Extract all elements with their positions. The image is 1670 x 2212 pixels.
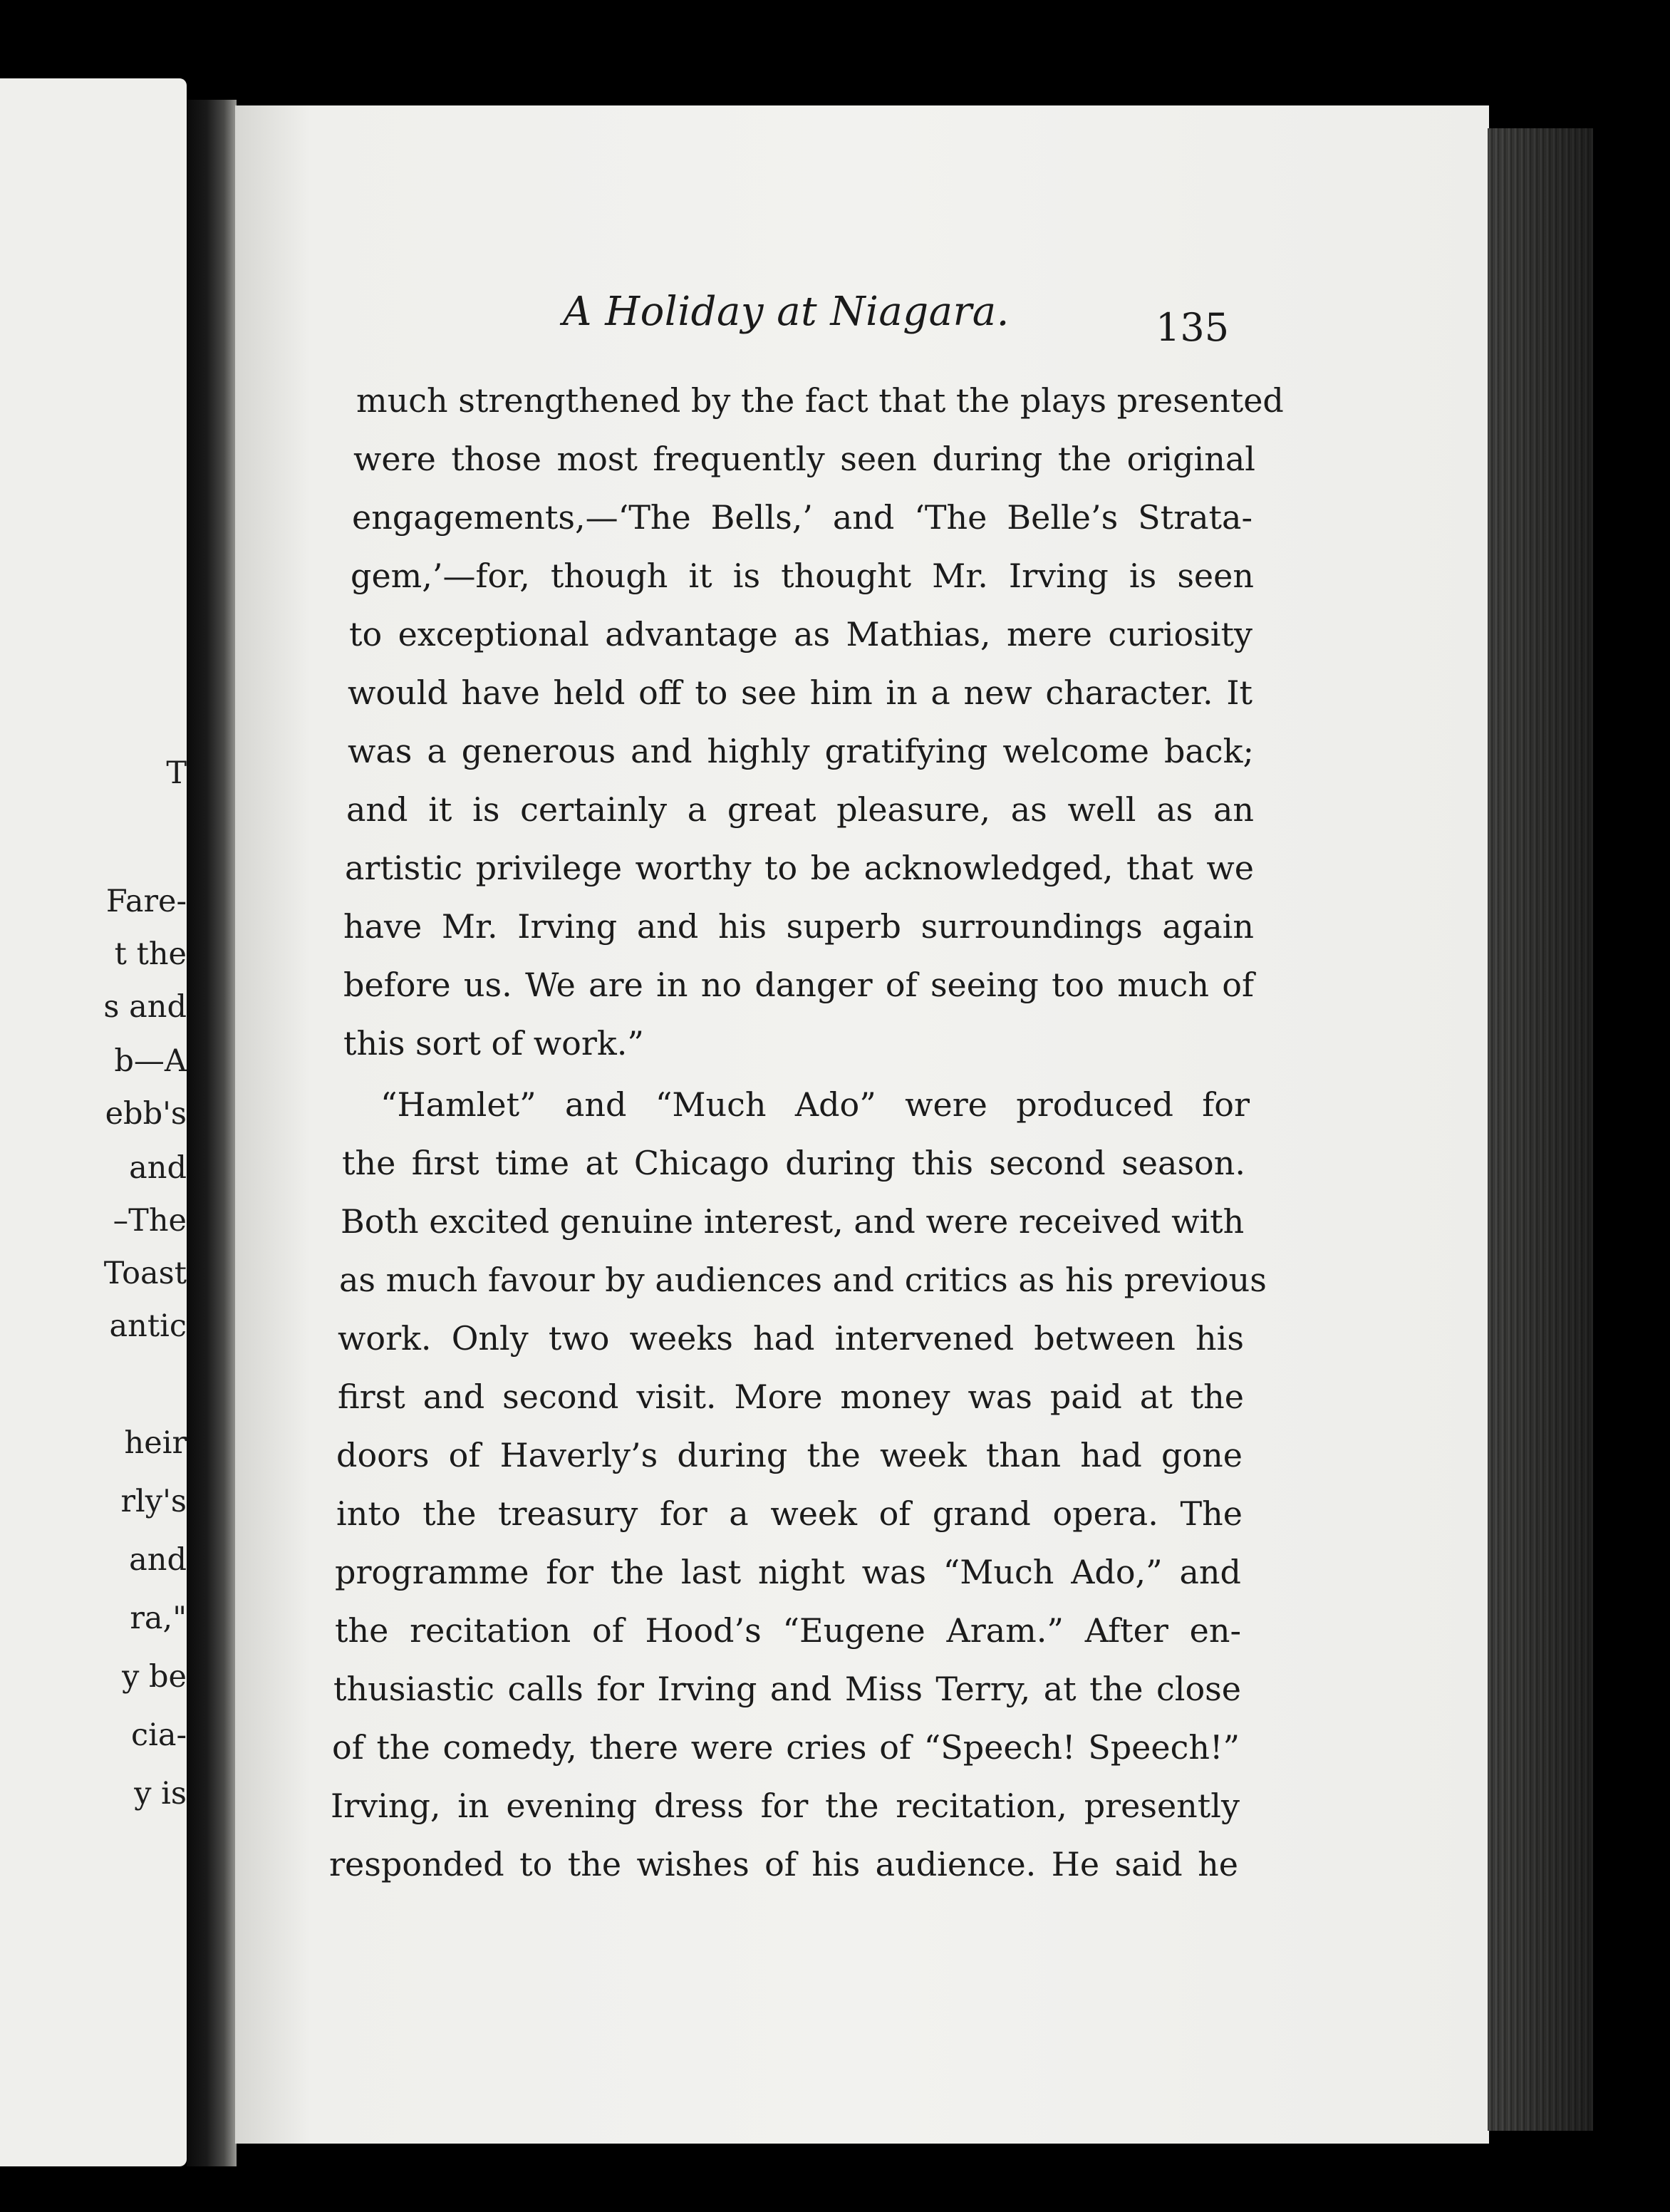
previous-page-line: and	[129, 1150, 187, 1186]
body-line: engagements,—‘The Bells,’ and ‘The Belle’s Strata-	[352, 498, 1252, 537]
previous-page-line: ra,"	[130, 1601, 187, 1636]
previous-page-line: antic	[109, 1308, 187, 1344]
body-line: of the comedy, there were cries of “Speech! Speech!”	[332, 1728, 1240, 1767]
body-line: the first time at Chicago during this second season.	[342, 1144, 1245, 1182]
previous-page	[0, 78, 187, 2166]
body-line: artistic privilege worthy to be acknowledged, that we	[345, 849, 1254, 887]
previous-page-line: rly's	[120, 1484, 187, 1519]
body-line: Irving, in evening dress for the recitation, presently	[331, 1787, 1240, 1825]
body-line: to exceptional advantage as Mathias, mere curiosity	[349, 615, 1252, 653]
body-line: before us. We are in no danger of seeing too much of	[343, 966, 1254, 1004]
previous-page-line: and	[129, 1542, 187, 1578]
body-line: Both excited genuine interest, and were received with	[341, 1202, 1245, 1241]
body-line: would have held off to see him in a new character. It	[348, 673, 1252, 712]
previous-page-line: Fare-	[105, 884, 187, 919]
body-line: have Mr. Irving and his superb surroundings again	[343, 907, 1254, 946]
body-line: and it is certainly a great pleasure, as well as an	[346, 790, 1254, 829]
body-line: into the treasury for a week of grand opera. The	[336, 1494, 1243, 1533]
body-line: was a generous and highly gratifying welcome back;	[348, 732, 1254, 770]
body-line: “Hamlet” and “Much Ado” were produced for	[380, 1085, 1250, 1124]
previous-page-line: Toast	[103, 1256, 187, 1291]
body-line: the recitation of Hood’s “Eugene Aram.” After en-	[335, 1611, 1241, 1650]
running-head: A Holiday at Niagara.	[563, 289, 1010, 335]
body-line: gem,’—for, though it is thought Mr. Irving is seen	[351, 557, 1254, 595]
page-number: 135	[1156, 305, 1230, 350]
body-line: first and second visit. More money was paid at the	[338, 1378, 1244, 1416]
previous-page-line: s and	[103, 989, 187, 1025]
previous-page-line: heir	[124, 1425, 187, 1461]
body-line: were those most frequently seen during the original	[353, 440, 1255, 478]
previous-page-line: y be	[122, 1659, 187, 1695]
body-line: work. Only two weeks had intervened between his	[338, 1319, 1244, 1358]
body-line: doors of Haverly’s during the week than had gone	[336, 1436, 1243, 1474]
previous-page-line: –The	[113, 1203, 187, 1239]
body-line: much strengthened by the fact that the plays presented	[356, 381, 1284, 420]
body-line: this sort of work.”	[343, 1024, 644, 1063]
body-line: as much favour by audiences and critics as his previous	[339, 1261, 1267, 1299]
previous-page-line: t the	[114, 936, 187, 972]
body-line: thusiastic calls for Irving and Miss Terry, at the close	[333, 1670, 1241, 1708]
previous-page-line: T	[166, 755, 187, 791]
body-line: responded to the wishes of his audience. He said he	[329, 1845, 1238, 1883]
previous-page-line: b—A	[114, 1043, 187, 1079]
body-line: programme for the last night was “Much Ado,” and	[335, 1553, 1241, 1591]
previous-page-line: ebb's	[105, 1096, 187, 1132]
previous-page-line: cia-	[130, 1717, 187, 1753]
book-gutter	[187, 100, 237, 2166]
previous-page-line: y is	[134, 1776, 187, 1812]
